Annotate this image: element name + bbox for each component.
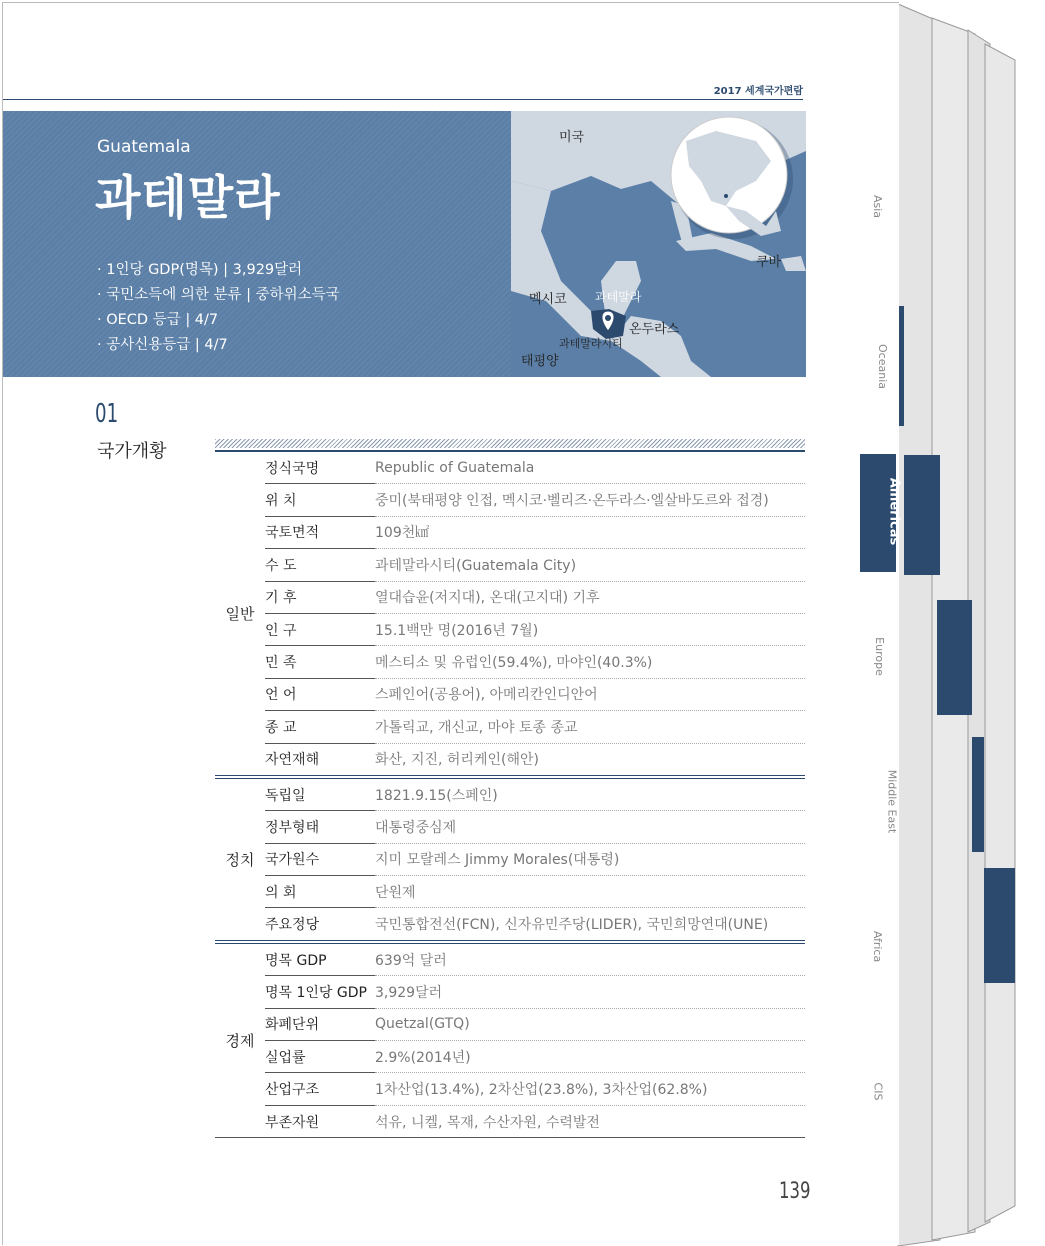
table-row xyxy=(215,516,805,548)
row-key: 자연재해 xyxy=(265,743,375,777)
row-key: 부존자원 xyxy=(265,1105,375,1137)
row-key: 민 족 xyxy=(265,646,375,678)
table-row xyxy=(215,451,805,484)
location-map xyxy=(511,111,806,377)
table-row xyxy=(215,613,805,645)
tab-asia[interactable]: Asia xyxy=(871,194,885,219)
row-value: 단원제 xyxy=(375,876,805,908)
table-row xyxy=(215,646,805,678)
fact-oecd-grade: · OECD 등급 | 4/7 xyxy=(97,312,219,328)
key-facts xyxy=(97,258,340,358)
row-value: 3,929달러 xyxy=(375,976,805,1008)
table-row xyxy=(215,876,805,908)
map-label-guatemala: 과테말라 xyxy=(595,290,642,304)
row-value: 대통령중심제 xyxy=(375,811,805,843)
row-key: 의 회 xyxy=(265,876,375,908)
section-title: 국가개황 xyxy=(97,441,167,462)
row-key: 국가원수 xyxy=(265,843,375,875)
row-key: 국토면적 xyxy=(265,516,375,548)
table-row xyxy=(215,581,805,613)
header-rule xyxy=(3,99,803,100)
row-key: 정식국명 xyxy=(265,451,375,484)
tab-cis[interactable]: CIS xyxy=(871,1082,885,1101)
map-label-pacific: 태평양 xyxy=(521,354,559,369)
map-graphic xyxy=(511,111,806,377)
row-key: 명목 GDP xyxy=(265,942,375,976)
map-label-cuba: 쿠바 xyxy=(756,255,782,270)
table-row xyxy=(215,976,805,1008)
row-value: 가톨릭교, 개신교, 마야 토종 종교 xyxy=(375,711,805,743)
tab-oceania[interactable]: Oceania xyxy=(875,344,889,389)
table-row xyxy=(215,811,805,843)
map-label-capital: 과테말라시티 xyxy=(559,337,623,350)
country-korean-name: 과테말라 xyxy=(95,171,281,226)
table-row xyxy=(215,1041,805,1073)
row-key: 실업률 xyxy=(265,1041,375,1073)
category-label: 경제 xyxy=(215,942,265,1138)
row-value: 15.1백만 명(2016년 7월) xyxy=(375,613,805,645)
tab-americas[interactable]: Americas xyxy=(860,454,896,572)
table-header-hatch xyxy=(215,439,805,448)
table-row xyxy=(215,711,805,743)
row-key: 주요정당 xyxy=(265,908,375,942)
row-value: 중미(북태평양 인접, 멕시코·벨리즈·온두라스·엘살바도르와 접경) xyxy=(375,484,805,516)
table-row xyxy=(215,1008,805,1040)
row-key: 명목 1인당 GDP xyxy=(265,976,375,1008)
row-value: 639억 달러 xyxy=(375,942,805,976)
row-value: 메스티소 및 유럽인(59.4%), 마야인(40.3%) xyxy=(375,646,805,678)
row-key: 인 구 xyxy=(265,613,375,645)
map-label-mexico: 멕시코 xyxy=(529,292,567,307)
row-value: 국민통합전선(FCN), 신자유민주당(LIDER), 국민희망연대(UNE) xyxy=(375,908,805,942)
row-value: 과테말라시티(Guatemala City) xyxy=(375,549,805,581)
tab-africa[interactable]: Africa xyxy=(871,930,885,963)
row-value: 열대습윤(저지대), 온대(고지대) 기후 xyxy=(375,581,805,613)
row-key: 화폐단위 xyxy=(265,1008,375,1040)
table-row xyxy=(215,843,805,875)
page-number: 139 xyxy=(779,1179,811,1204)
tab-europe[interactable]: Europe xyxy=(872,637,886,676)
table-row xyxy=(215,942,805,976)
row-key: 종 교 xyxy=(265,711,375,743)
table-row xyxy=(215,777,805,811)
row-key: 수 도 xyxy=(265,549,375,581)
book-page-edges xyxy=(880,0,1045,1246)
category-label: 정치 xyxy=(215,777,265,942)
row-value: 1차산업(13.4%), 2차산업(23.8%), 3차산업(62.8%) xyxy=(375,1073,805,1105)
row-key: 독립일 xyxy=(265,777,375,811)
row-key: 위 치 xyxy=(265,484,375,516)
country-english-name: Guatemala xyxy=(97,137,191,157)
row-key: 기 후 xyxy=(265,581,375,613)
fact-income-class: · 국민소득에 의한 분류 | 중하위소득국 xyxy=(97,287,340,303)
row-value: 2.9%(2014년) xyxy=(375,1041,805,1073)
section-number: 01 xyxy=(95,399,119,429)
row-value: 스페인어(공용어), 아메리칸인디안어 xyxy=(375,678,805,710)
tab-middle-east[interactable]: Middle East xyxy=(885,769,899,834)
category-label: 일반 xyxy=(215,451,265,777)
row-key: 언 어 xyxy=(265,678,375,710)
table-row xyxy=(215,1073,805,1105)
row-value: 109천㎢ xyxy=(375,516,805,548)
row-value: 석유, 니켈, 목재, 수산자원, 수력발전 xyxy=(375,1105,805,1137)
table-row xyxy=(215,743,805,777)
document-page xyxy=(2,2,899,1245)
table-row xyxy=(215,908,805,942)
table-row xyxy=(215,1105,805,1137)
row-value: 1821.9.15(스페인) xyxy=(375,777,805,811)
row-value: Quetzal(GTQ) xyxy=(375,1008,805,1040)
book-label: 2017 세계국가편람 xyxy=(713,86,803,97)
row-key: 정부형태 xyxy=(265,811,375,843)
fact-gdp-per-capita: · 1인당 GDP(명목) | 3,929달러 xyxy=(97,262,303,278)
row-key: 산업구조 xyxy=(265,1073,375,1105)
row-value: 지미 모랄레스 Jimmy Morales(대통령) xyxy=(375,843,805,875)
map-label-honduras: 온두라스 xyxy=(629,322,680,337)
fact-credit-grade: · 공사신용등급 | 4/7 xyxy=(97,337,228,353)
row-value: Republic of Guatemala xyxy=(375,451,805,484)
table-row xyxy=(215,484,805,516)
table-row xyxy=(215,549,805,581)
map-label-usa: 미국 xyxy=(559,130,585,145)
table-row xyxy=(215,678,805,710)
overview-table xyxy=(215,450,805,1138)
row-value: 화산, 지진, 허리케인(해안) xyxy=(375,743,805,777)
